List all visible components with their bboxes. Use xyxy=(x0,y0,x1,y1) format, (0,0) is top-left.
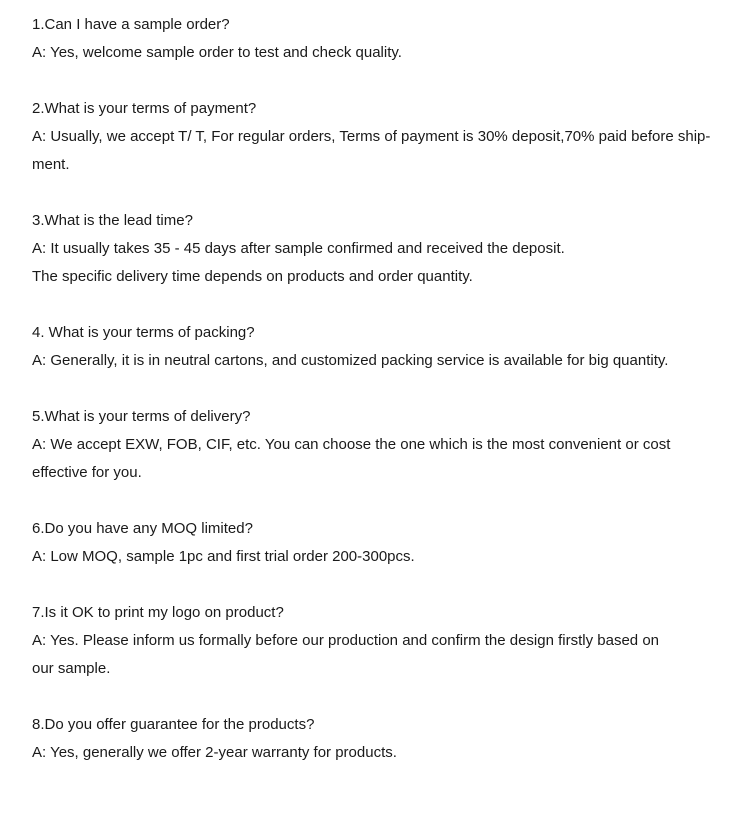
faq-answer-line: A: Yes, generally we offer 2-year warranty for products. xyxy=(32,744,397,761)
faq-answer-line: effective for you. xyxy=(32,464,142,481)
faq-answer-line: A: Generally, it is in neutral cartons, and customized packing service is available for big quantity. xyxy=(32,352,669,369)
faq-item-1 xyxy=(32,11,732,67)
faq-question: 3.What is the lead time? xyxy=(32,212,193,229)
faq-answer-line: A: Low MOQ, sample 1pc and first trial order 200-300pcs. xyxy=(32,548,415,565)
faq-item-2 xyxy=(32,95,732,179)
faq-question: 5.What is your terms of delivery? xyxy=(32,408,251,425)
faq-answer-line: A: Yes. Please inform us formally before our production and confirm the design firstly based on xyxy=(32,632,660,649)
faq-answer-line: The specific delivery time depends on products and order quantity. xyxy=(32,268,473,285)
faq-question: 7.Is it OK to print my logo on product? xyxy=(32,604,284,621)
faq-question: 1.Can I have a sample order? xyxy=(32,16,230,33)
faq-item-3 xyxy=(32,207,732,291)
faq-answer-line: A: It usually takes 35 - 45 days after sample confirmed and received the deposit. xyxy=(32,240,565,257)
faq-list xyxy=(32,11,732,795)
faq-question: 8.Do you offer guarantee for the products? xyxy=(32,716,315,733)
faq-answer-line: A: Yes, welcome sample order to test and check quality. xyxy=(32,44,402,61)
faq-answer-line: A: Usually, we accept T/ T, For regular orders, Terms of payment is 30% deposit,70% paid before ship- xyxy=(32,128,711,145)
faq-item-8 xyxy=(32,711,732,767)
faq-item-4 xyxy=(32,319,732,375)
faq-item-5 xyxy=(32,403,732,487)
faq-answer-line: our sample. xyxy=(32,660,111,677)
faq-item-7 xyxy=(32,599,732,683)
faq-question: 2.What is your terms of payment? xyxy=(32,100,257,117)
faq-question: 6.Do you have any MOQ limited? xyxy=(32,520,253,537)
faq-item-6 xyxy=(32,515,732,571)
faq-question: 4. What is your terms of packing? xyxy=(32,324,255,341)
faq-answer-line: A: We accept EXW, FOB, CIF, etc. You can choose the one which is the most convenient or cost xyxy=(32,436,671,453)
faq-answer-line: ment. xyxy=(32,156,70,173)
